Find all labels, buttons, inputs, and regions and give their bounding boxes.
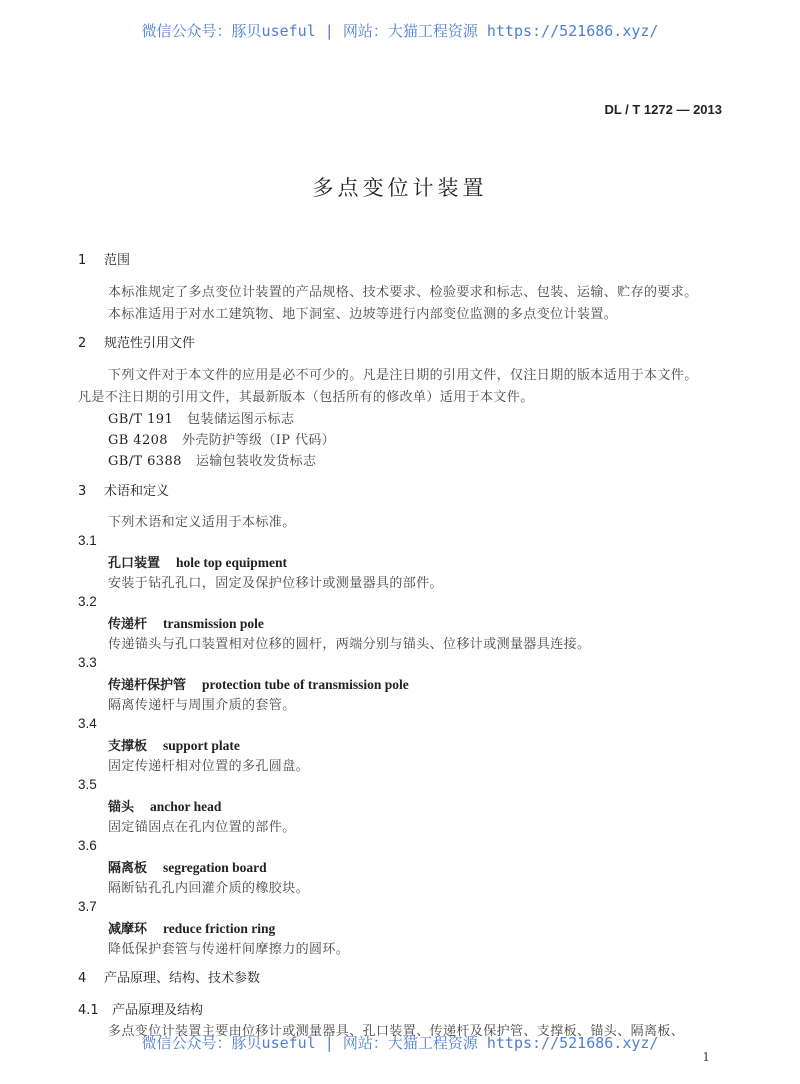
term-number: 3.2: [78, 594, 97, 609]
paragraph: 本标准适用于对水工建筑物、地下洞室、边坡等进行内部变位监测的多点变位计装置。: [108, 307, 618, 322]
section-number: 4.1: [78, 1003, 99, 1018]
section-title: 范围: [104, 253, 131, 268]
standard-code: DL / T 1272 — 2013: [604, 102, 722, 117]
section-title: 术语和定义: [104, 484, 170, 499]
term-heading: [108, 674, 409, 693]
term-en: hole top equipment: [176, 555, 288, 570]
section-4-1-heading: [78, 999, 203, 1018]
term-definition: 固定传递杆相对位置的多孔圆盘。: [108, 759, 310, 774]
section-title: 产品原理及结构: [112, 1003, 204, 1018]
term-heading: [108, 552, 287, 571]
term-zh: 孔口装置: [108, 556, 161, 571]
term-definition: 传递锚头与孔口装置相对位移的圆杆，两端分别与锚头、位移计或测量器具连接。: [108, 637, 591, 652]
reference-code: GB 4208: [108, 433, 168, 448]
reference-code: GB/T 191: [108, 412, 174, 427]
section-number: 3: [78, 484, 87, 499]
section-2-heading: [78, 332, 195, 351]
reference-code: GB/T 6388: [108, 454, 182, 469]
term-heading: [108, 796, 221, 815]
term-en: anchor head: [150, 799, 222, 814]
section-3-heading: [78, 480, 169, 499]
term-number: 3.3: [78, 655, 97, 670]
section-title: 产品原理、结构、技术参数: [104, 971, 261, 986]
term-heading: [108, 918, 275, 937]
term-number: 3.7: [78, 899, 97, 914]
term-definition: 隔离传递杆与周围介质的套管。: [108, 698, 296, 713]
term-zh: 锚头: [108, 800, 135, 815]
term-number: 3.1: [78, 533, 97, 548]
reference-item: [108, 408, 294, 427]
reference-name: 包装储运图示标志: [187, 412, 295, 427]
document-title: 多点变位计装置: [312, 176, 488, 200]
term-zh: 支撑板: [108, 739, 148, 754]
reference-name: 运输包装收发货标志: [195, 454, 317, 469]
term-number: 3.6: [78, 838, 97, 853]
watermark-bottom: 微信公众号：豚贝useful | 网站：大猫工程资源 https://521686.xyz/: [141, 1034, 659, 1052]
term-heading: [108, 857, 267, 876]
section-number: 1: [78, 253, 87, 268]
term-number: 3.5: [78, 777, 97, 792]
paragraph: 多点变位计装置主要由位移计或测量器具、孔口装置、传递杆及保护管、支撑板、锚头、隔离板、: [108, 1024, 685, 1039]
section-4-heading: [78, 967, 260, 986]
term-en: support plate: [163, 738, 240, 753]
term-heading: [108, 735, 240, 754]
section-number: 4: [78, 971, 87, 986]
term-definition: 安装于钻孔孔口，固定及保护位移计或测量器具的部件。: [108, 576, 444, 591]
term-zh: 传递杆保护管: [108, 678, 187, 693]
section-1-heading: [78, 249, 130, 268]
paragraph: 凡是不注日期的引用文件，其最新版本（包括所有的修改单）适用于本文件。: [78, 390, 534, 405]
term-en: transmission pole: [163, 616, 264, 631]
term-definition: 降低保护套管与传递杆间摩擦力的圆环。: [108, 942, 350, 957]
term-zh: 隔离板: [108, 861, 148, 876]
paragraph: 本标准规定了多点变位计装置的产品规格、技术要求、检验要求和标志、包装、运输、贮存的要求。: [108, 285, 698, 300]
reference-item: [108, 429, 335, 448]
term-en: reduce friction ring: [163, 921, 276, 936]
paragraph: 下列文件对于本文件的应用是必不可少的。凡是注日期的引用文件，仅注日期的版本适用于本文件。: [108, 368, 698, 383]
section-number: 2: [78, 336, 87, 351]
reference-item: [108, 450, 316, 469]
reference-name: 外壳防护等级（IP 代码）: [181, 433, 336, 448]
term-heading: [108, 613, 264, 632]
term-number: 3.4: [78, 716, 97, 731]
term-definition: 隔断钻孔孔内回灌介质的橡胶块。: [108, 881, 310, 896]
term-zh: 传递杆: [108, 617, 148, 632]
section-title: 规范性引用文件: [104, 336, 196, 351]
term-zh: 减摩环: [108, 922, 148, 937]
paragraph: 下列术语和定义适用于本标准。: [108, 515, 296, 530]
watermark-top: 微信公众号：豚贝useful | 网站：大猫工程资源 https://521686.xyz/: [141, 22, 659, 40]
term-en: segregation board: [163, 860, 267, 875]
term-en: protection tube of transmission pole: [202, 677, 409, 692]
page-number: 1: [702, 1050, 710, 1064]
term-definition: 固定锚固点在孔内位置的部件。: [108, 820, 296, 835]
